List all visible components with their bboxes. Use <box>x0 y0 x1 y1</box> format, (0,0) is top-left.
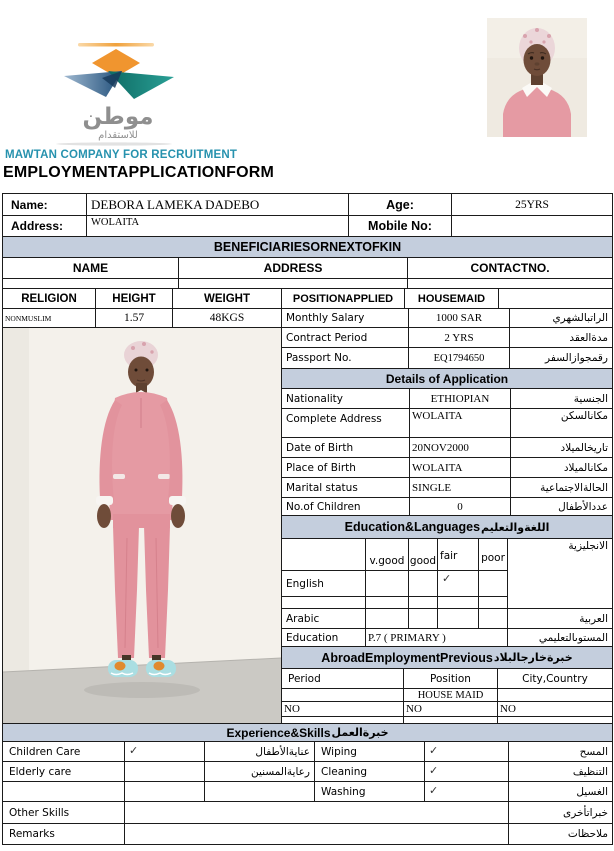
abroad-city-no: NO <box>497 701 613 717</box>
details-header: Details of Application <box>281 368 613 389</box>
weight-header: WEIGHT <box>172 288 282 309</box>
applicant-headshot-photo <box>487 18 587 137</box>
education-header <box>281 515 613 539</box>
nationality-label-ar: الجنسية <box>510 388 613 409</box>
abroad-header <box>281 646 613 669</box>
elderly-care-check <box>124 761 205 782</box>
education-header-ar: اللغةوالتعليم <box>481 520 550 534</box>
height-value: 1.57 <box>95 308 173 328</box>
mobile-label: Mobile No: <box>348 215 452 237</box>
logo-tagline-arabic: للاستقدام <box>98 130 138 141</box>
arabic-vgood-cell <box>365 608 409 629</box>
date-of-birth-value: 20NOV2000 <box>409 437 511 458</box>
english-poor-cell <box>478 570 508 597</box>
abroad-period-header: Period <box>281 668 404 689</box>
education-level-value: P.7 ( PRIMARY ) <box>365 628 508 647</box>
nationality-label: Nationality <box>281 388 410 409</box>
date-of-birth-label: Date of Birth <box>281 437 410 458</box>
other-skills-label: Other Skills <box>2 801 125 824</box>
housemaid-value: HOUSEMAID <box>404 288 499 309</box>
level-vgood: v.good <box>365 538 409 571</box>
remarks-label-ar: ملاحظات <box>508 823 613 845</box>
marital-status-label: Marital status <box>281 477 410 498</box>
abroad-header-en: AbroadEmploymentPrevious <box>321 650 493 665</box>
abroad-position-no: NO <box>403 701 498 717</box>
age-label: Age: <box>348 193 452 216</box>
arabic-good-cell <box>408 608 438 629</box>
english-good-cell <box>408 570 438 597</box>
height-header: HEIGHT <box>95 288 173 309</box>
passport-label-ar: رقمجوازالسفر <box>509 347 613 369</box>
arabic-label-ar: العربية <box>507 608 613 629</box>
kin-contact-header: CONTACTNO. <box>407 257 613 279</box>
english-vgood-cell <box>365 570 409 597</box>
religion-value: NONMUSLIM <box>2 308 96 328</box>
company-logo-graphic <box>52 38 182 146</box>
washing-label: Washing <box>314 781 425 802</box>
position-applied-header: POSITIONAPPLIED <box>281 288 405 309</box>
remarks-label: Remarks <box>2 823 125 845</box>
logo-shadow <box>56 142 172 145</box>
salary-label-ar: الراتبالشهري <box>509 308 613 328</box>
arabic-fair-cell <box>437 608 479 629</box>
company-name: MAWTAN COMPANY FOR RECRUITMENT <box>5 149 238 161</box>
english-fair-check: ✓ <box>437 570 479 597</box>
salary-value: 1000 SAR <box>408 308 510 328</box>
other-skills-value <box>124 801 509 824</box>
wiping-label-ar: المسح <box>508 741 613 762</box>
contract-value: 2 YRS <box>408 327 510 348</box>
logo-brand-arabic: موطن <box>82 104 154 130</box>
cleaning-check: ✓ <box>424 761 509 782</box>
address-value: WOLAITA <box>86 215 349 237</box>
education-header-en: Education&Languages <box>344 520 481 534</box>
abroad-position-header: Position <box>403 668 498 689</box>
salary-label: Monthly Salary <box>281 308 409 328</box>
cleaning-label-ar: التنظيف <box>508 761 613 782</box>
name-value: DEBORA LAMEKA DADEBO <box>86 193 349 216</box>
english-label-ar: الانجليزية <box>507 538 613 609</box>
form-title: EMPLOYMENTAPPLICATIONFORM <box>3 164 275 181</box>
english-label: English <box>281 570 366 597</box>
cleaning-label: Cleaning <box>314 761 425 782</box>
abroad-period-no: NO <box>281 701 404 717</box>
complete-address-label: Complete Address <box>281 408 410 438</box>
abroad-period-empty <box>281 688 404 702</box>
address-label: Address: <box>2 215 87 237</box>
place-of-birth-label: Place of Birth <box>281 457 410 478</box>
place-of-birth-value: WOLAITA <box>409 457 511 478</box>
nationality-value: ETHIOPIAN <box>409 388 511 409</box>
kin-address-header: ADDRESS <box>178 257 408 279</box>
headshot-graphic <box>487 18 587 137</box>
wiping-label: Wiping <box>314 741 425 762</box>
education-level-label-ar: المستوىالتعليمي <box>507 628 613 647</box>
level-fair: fair <box>437 538 479 571</box>
skills-row3-left-empty <box>2 781 125 802</box>
complete-address-value: WOLAITA <box>409 408 511 438</box>
abroad-city-empty <box>497 688 613 702</box>
other-skills-label-ar: خبراتأخرى <box>508 801 613 824</box>
date-of-birth-label-ar: تاريخالميلاد <box>510 437 613 458</box>
washing-label-ar: الغسيل <box>508 781 613 802</box>
age-value: 25YRS <box>451 193 613 216</box>
marital-status-label-ar: الحالةالاجتماعية <box>510 477 613 498</box>
children-count-label: No.of Children <box>281 497 410 516</box>
passport-value: EQ1794650 <box>408 347 510 369</box>
abroad-position-value: HOUSE MAID <box>403 688 498 702</box>
position-row-empty <box>498 288 613 309</box>
children-care-check: ✓ <box>124 741 205 762</box>
arabic-poor-cell <box>478 608 508 629</box>
company-logo <box>52 38 182 146</box>
skills-header-ar: خبرةالعمل <box>331 726 389 739</box>
weight-value: 48KGS <box>172 308 282 328</box>
applicant-full-body-photo <box>2 327 282 724</box>
name-label: Name: <box>2 193 87 216</box>
washing-check: ✓ <box>424 781 509 802</box>
complete-address-label-ar: مكانالسكن <box>510 408 613 438</box>
skills-row3-check-empty <box>124 781 205 802</box>
children-count-label-ar: عددالأطفال <box>510 497 613 516</box>
mobile-value <box>451 215 613 237</box>
marital-status-value: SINGLE <box>409 477 511 498</box>
elderly-care-label: Elderly care <box>2 761 125 782</box>
language-col-empty <box>281 538 366 571</box>
skills-header <box>2 723 613 742</box>
education-level-label: Education <box>281 628 366 647</box>
children-count-value: 0 <box>409 497 511 516</box>
contract-label: Contract Period <box>281 327 409 348</box>
children-care-label-ar: عنايةالأطفال <box>204 741 315 762</box>
religion-header: RELIGION <box>2 288 96 309</box>
skills-row3-ar-empty <box>204 781 315 802</box>
abroad-header-ar: خبرةخارجالبلاد <box>493 651 573 664</box>
place-of-birth-label-ar: مكانالميلاد <box>510 457 613 478</box>
contract-label-ar: مدةالعقد <box>509 327 613 348</box>
kin-name-header: NAME <box>2 257 179 279</box>
children-care-label: Children Care <box>2 741 125 762</box>
logo-top-bar <box>78 43 154 47</box>
skills-header-en: Experience&Skills <box>226 725 331 740</box>
abroad-city-header: City,Country <box>497 668 613 689</box>
level-poor: poor <box>478 538 508 571</box>
elderly-care-label-ar: رعايةالمسنين <box>204 761 315 782</box>
wiping-check: ✓ <box>424 741 509 762</box>
full-body-graphic <box>3 328 281 723</box>
beneficiaries-header: BENEFICIARIESORNEXTOFKIN <box>2 236 613 258</box>
arabic-label: Arabic <box>281 608 366 629</box>
level-good: good <box>408 538 438 571</box>
remarks-value <box>124 823 509 845</box>
passport-label: Passport No. <box>281 347 409 369</box>
